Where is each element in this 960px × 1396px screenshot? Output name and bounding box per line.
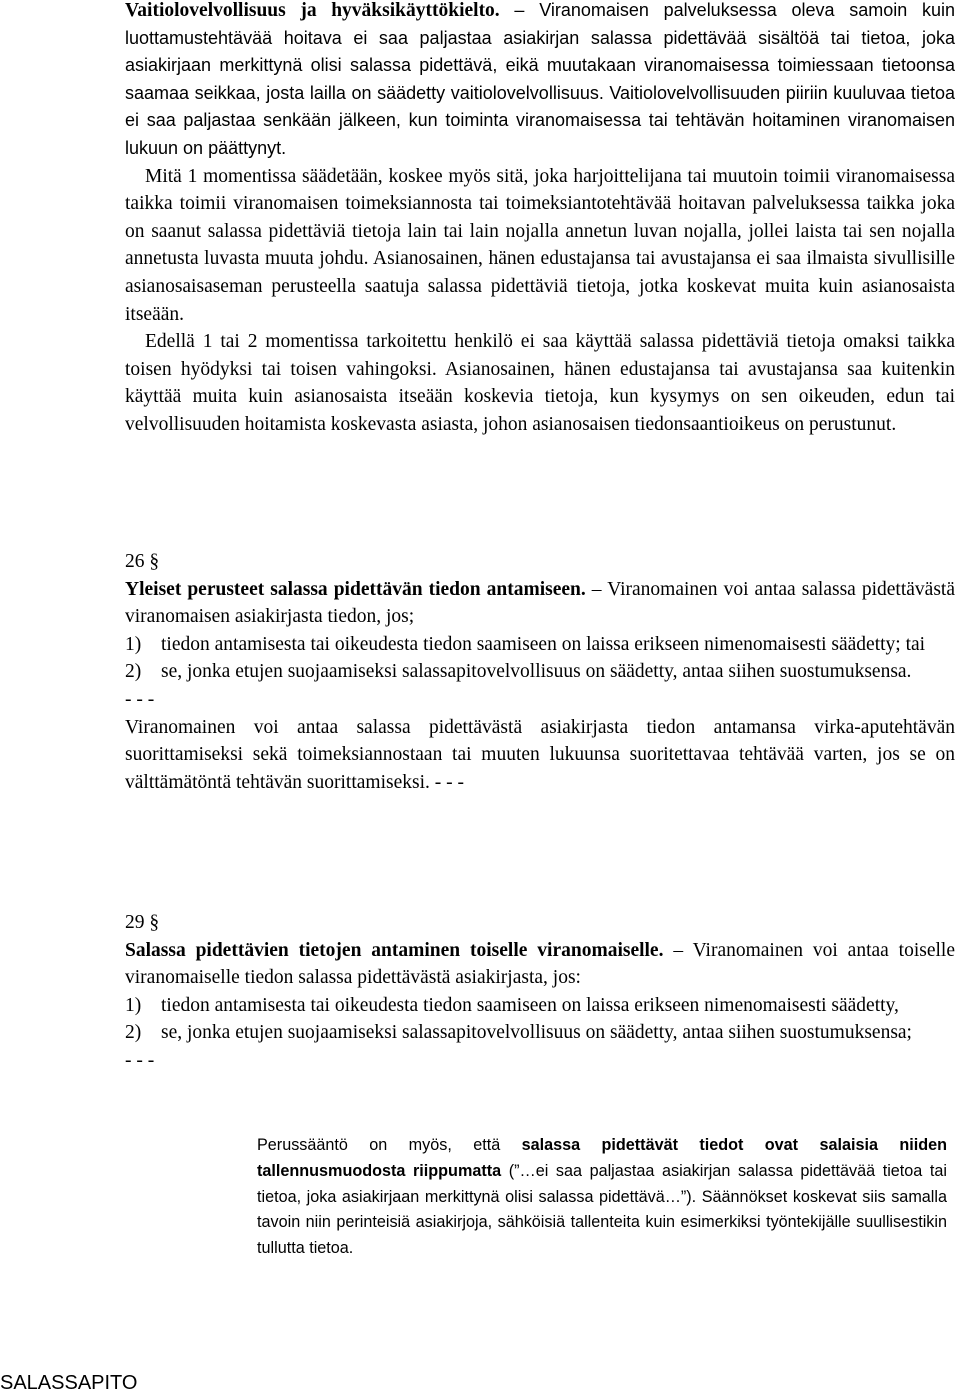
section-29 <box>125 909 955 1075</box>
list-item <box>125 631 955 659</box>
section-22-p1-text-a: Viranomaisen palveluksessa oleva samoin kuin luottamustehtävää hoitava ei saa paljastaa asiakirjan salassa pidettävää sisältöä tai tietoa, joka asiakirjaan merkittynä olisi salassa pidettävä, eikä muutakaan viranomaisessa toimiessaan tietoonsa saamaa seikkaa, josta lailla on säädetty vaitiolovelvollisuus. <box>125 0 956 103</box>
section-26-heading: Yleiset perusteet salassa pidettävän tiedon antamiseen. <box>125 578 586 600</box>
section-22-paragraph-3: Edellä 1 tai 2 momentissa tarkoitettu henkilö ei saa käyttää salassa pidettäviä tietoja omaksi taikka toisen hyödyksi tai toisen vahingoksi. Asianosainen, hänen edustajansa tai avustajansa saa kuitenkin käyttää muita kuin asianosaista itseään koskevia tietoja, kun kysymys on sen oikeuden, edun tai velvollisuuden hoitamista koskevasta asiasta, johon asianosaisen tiedonsaantioikeus on perustunut. <box>125 331 955 435</box>
section-26-paragraph-after: Viranomainen voi antaa salassa pidettävästä asiakirjasta tiedon antamansa virka-aputehtävän suorittamiseksi sekä toimeksiannostaan tai muuten lukuunsa suoritettavaa tehtävää varten, jos se on välttämätöntä tehtävän suorittamiseksi. - - - <box>125 716 955 793</box>
list-item-text: tiedon antamisesta tai oikeudesta tiedon saamiseen on laissa erikseen nimenomaisesti säädetty, <box>161 994 899 1016</box>
ellipsis-marker: - - - <box>125 1049 155 1071</box>
section-22-heading: Vaitiolovelvollisuus ja hyväksikäyttökielto. <box>125 0 500 21</box>
section-26-number: 26 § <box>125 551 160 572</box>
footer-label: SALASSAPITO <box>0 1372 138 1394</box>
list-item <box>125 1019 955 1047</box>
section-29-intro <box>125 937 955 992</box>
list-item <box>125 658 955 686</box>
note-tail: Säännökset koskevat siis samalla tavoin niin perinteisiä asiakirjoja, sähköisiä tallenteita kuin esimerkiksi työntekijälle suullisestikin tullutta tietoa. <box>257 1187 947 1258</box>
section-22-paragraph-1 <box>125 0 955 163</box>
list-item-number: 1) <box>125 633 142 655</box>
section-26 <box>125 548 955 796</box>
list-item-number: 2) <box>125 1022 142 1044</box>
section-22 <box>125 0 955 439</box>
section-26-intro <box>125 576 955 631</box>
list-item-number: 2) <box>125 661 142 683</box>
heading-dash: – <box>499 0 540 20</box>
list-item-text: se, jonka etujen suojaamiseksi salassapitovelvollisuus on säädetty, antaa siihen suostumuksensa. <box>161 661 912 683</box>
note-quote: (”…ei saa paljastaa asiakirjan salassa pidettävää tietoa tai tietoa, joka asiakirjaan merkittynä olisi salassa pidettävä…”). <box>257 1161 947 1206</box>
list-item-text: tiedon antamisesta tai oikeudesta tiedon saamiseen on laissa erikseen nimenomaisesti säädetty; tai <box>161 633 926 655</box>
note-lead: Perussääntö on myös, että <box>257 1136 522 1154</box>
section-22-paragraph-2: Mitä 1 momentissa säädetään, koskee myös sitä, joka harjoittelijana tai muutoin toimii viranomaisessa taikka toimii viranomaisen toimeksiannosta tai toimeksiantotehtävää hoitavan palveluksessa taikka joka on saanut salassa pidettäviä tietoja lain tai lain nojalla annetun luvan nojalla, jollei laista tai sen nojalla annetusta luvasta muuta johdu. Asianosainen, hänen edustajansa tai avustajansa ei saa ilmaista sivullisille asianosaisaseman perusteella saatuja salassa pidettäviä tietoja, jotka koskevat muita kuin asianosaista itseään. <box>125 165 955 325</box>
heading-dash: – <box>585 578 608 600</box>
list-item-number: 1) <box>125 994 142 1016</box>
section-29-heading: Salassa pidettävien tietojen antaminen toiselle viranomaiselle. <box>125 939 664 961</box>
section-22-p1-text-b: Vaitiolovelvollisuuden piiriin kuuluvaa tietoa ei saa paljastaa senkään jälkeen, kun toiminta viranomaisessa tai tehtävän hoitaminen viranomaisen lukuun on päättynyt. <box>125 82 955 158</box>
section-26-intro-text: Viranomainen voi antaa salassa pidettävästä viranomaisen asiakirjasta tiedon, jos; <box>125 578 955 628</box>
commentary-note <box>257 1133 947 1262</box>
list-item-text: se, jonka etujen suojaamiseksi salassapitovelvollisuus on säädetty, antaa siihen suostumuksensa; <box>161 1022 912 1044</box>
section-29-intro-text: Viranomainen voi antaa toiselle viranomaiselle tiedon salassa pidettävästä asiakirjasta, jos: <box>125 939 955 989</box>
list-item <box>125 992 955 1020</box>
heading-dash: – <box>663 939 693 961</box>
note-emphasis: salassa pidettävät tiedot ovat salaisia niiden tallennusmuodosta riippumatta <box>257 1136 948 1180</box>
ellipsis-marker: - - - <box>125 688 155 710</box>
section-29-number: 29 § <box>125 912 160 933</box>
